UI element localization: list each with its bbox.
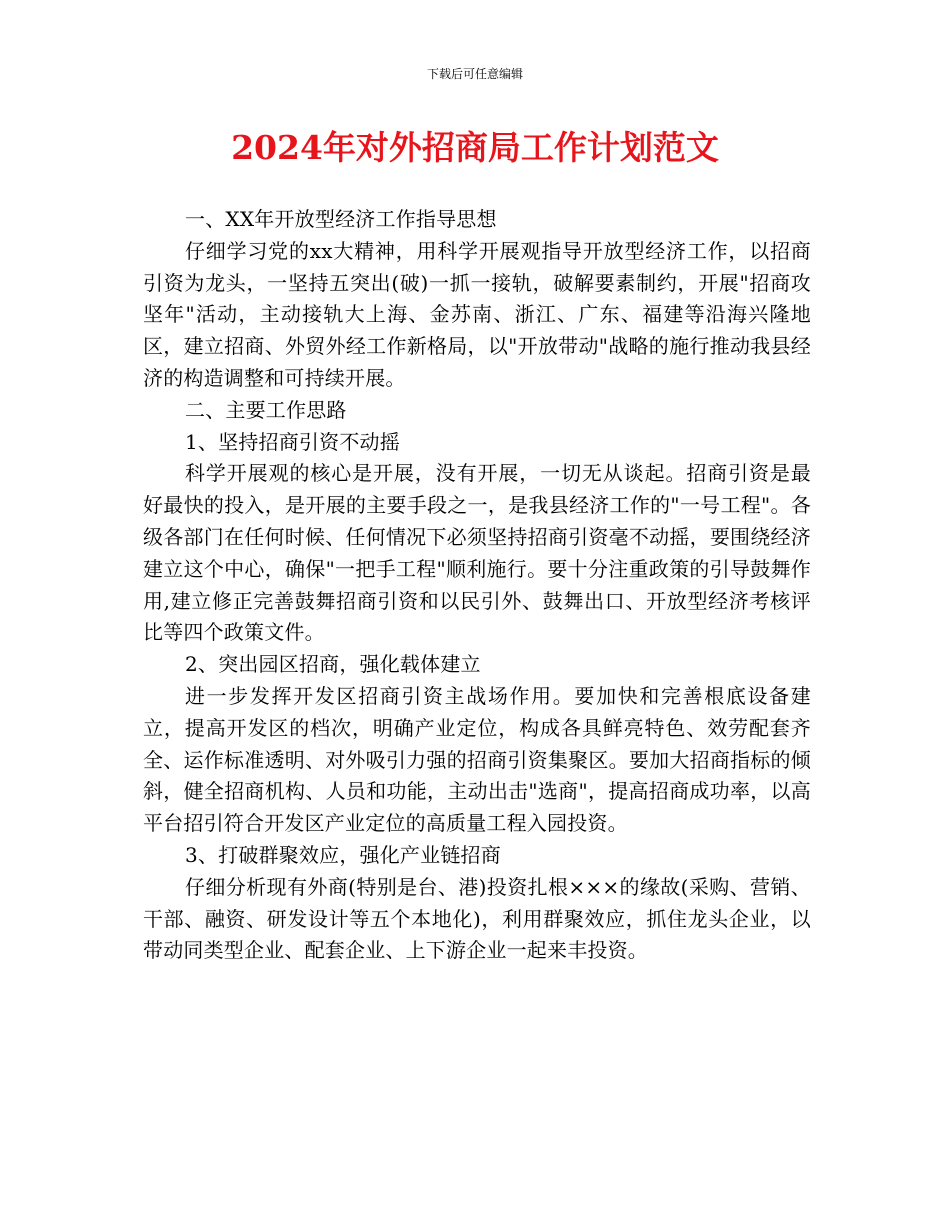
subheading-industry-chain: 3、打破群聚效应，强化产业链招商 <box>185 842 501 867</box>
document-title: 2024年对外招商局工作计划范文 <box>231 128 719 167</box>
subheading-investment-attraction: 1、坚持招商引资不动摇 <box>185 429 400 454</box>
header-note: 下载后可任意编辑 <box>426 67 523 81</box>
section-heading-main-ideas: 二、主要工作思路 <box>185 397 347 422</box>
paragraph-investment-attraction: 科学开展观的核心是开展，没有开展，一切无从谈起。招商引资是最好最快的投入，是开展的主要手段之一，是我县经济工作的"一号工程"。各级各部门在任何时候、任何情况下必须坚持招商引资毫不动摇，要围绕经济建立这个中心，确保"一把手工程"顺利施行。要十分注重政策的引导鼓舞作用,建立修正完善鼓舞招商引资和以民引外、鼓舞出口、开放型经济考核评比等四个政策文件。 <box>143 461 811 645</box>
subheading-park-investment: 2、突出园区招商，强化载体建立 <box>185 652 481 677</box>
document-body <box>143 204 811 967</box>
paragraph-industry-chain: 仔细分析现有外商(特别是台、港)投资扎根×××的缘故(采购、营销、干部、融资、研发设计等五个本地化)，利用群聚效应，抓住龙头企业，以带动同类型企业、配套企业、上下游企业一起来丰投资。 <box>143 874 811 963</box>
paragraph-park-investment: 进一步发挥开发区招商引资主战场作用。要加快和完善根底设备建立，提高开发区的档次，明确产业定位，构成各具鲜亮特色、效劳配套齐全、运作标准透明、对外吸引力强的招商引资集聚区。要加大招商指标的倾斜，健全招商机构、人员和功能，主动出击"选商"，提高招商成功率，以高平台招引符合开发区产业定位的高质量工程入园投资。 <box>143 683 811 836</box>
paragraph-guiding-thought: 仔细学习党的xx大精神，用科学开展观指导开放型经济工作，以招商引资为龙头，一坚持五突出(破)一抓一接轨，破解要素制约，开展"招商攻坚年"活动，主动接轨大上海、金苏南、浙江、广东、福建等沿海兴隆地区，建立招商、外贸外经工作新格局，以"开放带动"战略的施行推动我县经济的构造调整和可持续开展。 <box>143 238 811 390</box>
section-heading-guiding-thought: 一、XX年开放型经济工作指导思想 <box>185 207 497 231</box>
